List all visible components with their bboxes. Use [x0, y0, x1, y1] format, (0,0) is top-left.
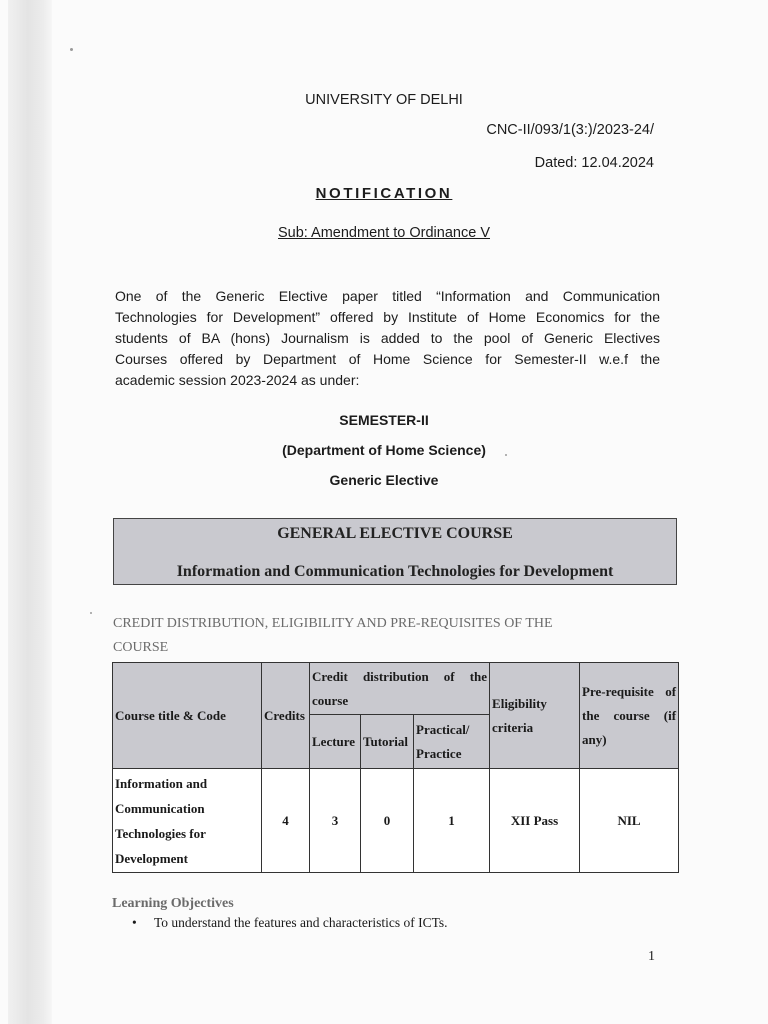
cell-course-title: Information and Communication Technologies for Development [113, 769, 262, 873]
dated-line: Dated: 12.04.2024 [534, 155, 654, 171]
page-number: 1 [648, 949, 655, 964]
credit-distribution-table [112, 662, 679, 873]
university-name: UNIVERSITY OF DELHI [305, 92, 463, 108]
header-lecture: Lecture [310, 715, 361, 769]
semester-heading: SEMESTER-II [339, 412, 429, 428]
header-course-title: Course title & Code [113, 663, 262, 769]
scan-speck [70, 48, 73, 51]
cell-tutorial: 0 [361, 769, 414, 873]
learning-objectives-heading: Learning Objectives [112, 896, 234, 911]
list-item [132, 915, 448, 931]
cell-eligibility: XII Pass [490, 769, 580, 873]
header-prerequisite: Pre-requisite of the course (if any) [580, 663, 679, 769]
body-line: One of the Generic Elective paper titled “Information and Communication [115, 288, 660, 304]
cell-lecture: 3 [310, 769, 361, 873]
credit-heading-line: COURSE [113, 640, 169, 655]
course-box-line1: GENERAL ELECTIVE COURSE [277, 525, 513, 542]
body-line: Courses offered by Department of Home Science for Semester-II w.e.f the [115, 351, 660, 367]
objective-text: To understand the features and characteristics of ICTs. [154, 915, 448, 930]
header-credit-distribution: Credit distribution of the course [310, 663, 490, 715]
generic-elective-heading: Generic Elective [329, 472, 439, 488]
credit-heading-line: CREDIT DISTRIBUTION, ELIGIBILITY AND PRE-REQUISITES OF THE [113, 616, 553, 631]
body-line: students of BA (hons) Journalism is added to the pool of Generic Electives [115, 330, 660, 346]
body-paragraph [115, 286, 660, 391]
department-heading: (Department of Home Science) [282, 442, 486, 458]
reference-number: CNC-II/093/1(3:)/2023-24/ [486, 122, 654, 138]
notification-title: NOTIFICATION [315, 185, 453, 202]
course-title-box [113, 518, 677, 585]
body-line: Technologies for Development” offered by Institute of Home Economics for the [115, 309, 660, 325]
header-credits: Credits [262, 663, 310, 769]
scan-margin-shadow [8, 0, 52, 1024]
header-practical: Practical/ Practice [414, 715, 490, 769]
cell-practical: 1 [414, 769, 490, 873]
cell-prerequisite: NIL [580, 769, 679, 873]
scan-speck [90, 612, 92, 614]
body-line: academic session 2023-2024 as under: [115, 372, 360, 388]
header-tutorial: Tutorial [361, 715, 414, 769]
header-eligibility: Eligibility criteria [490, 663, 580, 769]
credit-distribution-heading [113, 612, 633, 660]
subject-line: Sub: Amendment to Ordinance V [278, 225, 490, 241]
table-row [113, 769, 679, 873]
bullet-icon: • [132, 915, 137, 930]
cell-credits: 4 [262, 769, 310, 873]
course-box-line2: Information and Communication Technologies for Development [176, 563, 614, 580]
